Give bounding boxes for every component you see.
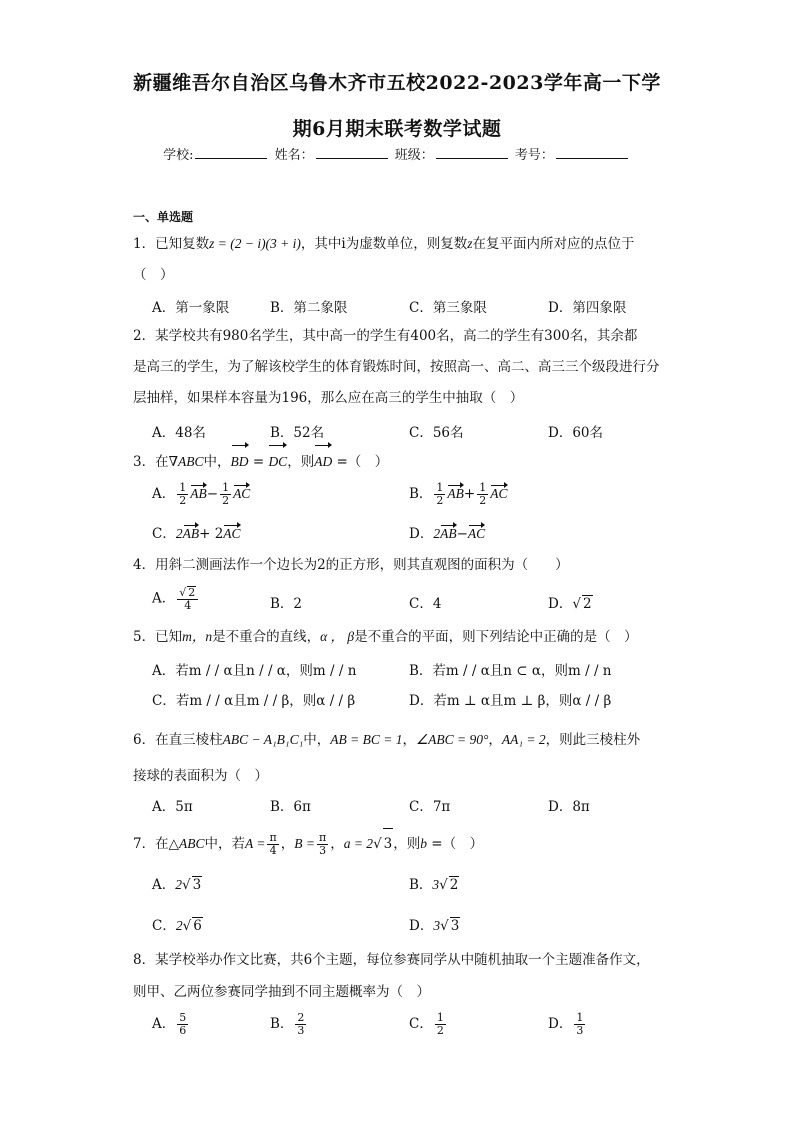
q7-text-b: 中，若 — [204, 836, 245, 852]
sqrt-radicand: 2 — [449, 877, 459, 893]
q3-option-b-vec1: AB — [447, 486, 464, 501]
section-title: 一、单选题 — [133, 210, 194, 224]
q3-vector-bd: BD — [231, 446, 249, 477]
q2-option-a[interactable]: A．48名 — [152, 425, 206, 441]
q4-option-b[interactable]: B．2 — [270, 596, 303, 612]
q8-number: 8． — [133, 952, 156, 968]
question-1 — [133, 228, 673, 291]
q7-text-d: =（ ） — [427, 836, 484, 852]
q3-equals: = — [248, 454, 269, 470]
sqrt-radicand: 6 — [193, 918, 202, 934]
frac-den: 3 — [576, 1024, 584, 1037]
q1-var: z — [467, 236, 473, 251]
q3-number: 3． — [133, 454, 156, 470]
question-4 — [133, 550, 673, 581]
q2-line-1: 某学校共有980名学生，其中高一的学生有400名，高二的学生有300名，其余都 — [155, 328, 638, 344]
q6-cond-3: AA₁ = 2 — [501, 732, 546, 747]
frac-num: 1 — [222, 481, 230, 494]
q8-option-c-label: C． — [409, 1016, 433, 1032]
q3-option-a-vec2: AC — [233, 486, 251, 501]
frac-den: 2 — [179, 494, 187, 507]
q6-options — [152, 795, 672, 819]
q3-text-b: 中， — [203, 454, 231, 470]
sqrt-radicand: 3 — [192, 877, 202, 893]
q3-option-c-coef: 2 — [175, 526, 183, 541]
q6-cond-2: ∠ABC = 90° — [416, 732, 489, 747]
school-label: 学校: — [163, 148, 194, 163]
q4-option-d-label: D． — [548, 596, 573, 612]
student-info-row — [0, 144, 794, 163]
q2-option-c[interactable]: C．56名 — [409, 425, 464, 441]
q8-option-a-frac — [177, 1012, 188, 1037]
q5-options-row-1 — [152, 659, 672, 683]
sqrt-radicand: 2 — [188, 586, 196, 599]
q2-number: 2． — [133, 328, 156, 344]
school-blank[interactable] — [195, 146, 267, 159]
q3-option-d-vec1: AB — [440, 526, 457, 541]
q2-line-3: 层抽样，如果样本容量为196，那么应在高三的学生中抽取（ ） — [133, 390, 524, 406]
q7-option-d[interactable]: D．3√ 3 — [409, 918, 460, 934]
q4-option-d[interactable]: D．√ 2 — [548, 596, 592, 612]
q7-option-d-label: D． — [409, 918, 434, 934]
q4-option-a-label: A． — [152, 590, 176, 607]
frac-num: 1 — [576, 1011, 584, 1024]
frac-den: 6 — [179, 1024, 187, 1037]
name-label: 姓名： — [274, 148, 314, 163]
question-5 — [133, 621, 673, 653]
frac-den: 2 — [479, 494, 487, 507]
q5-text-b: 是不重合的直线， — [212, 629, 321, 645]
q4-number: 4． — [133, 557, 156, 573]
q3-option-b[interactable] — [409, 482, 508, 507]
q5-option-c[interactable]: C．若m / / α且m / / β，则α / / β — [152, 693, 356, 709]
frac-num: 1 — [179, 481, 187, 494]
q7-option-b-label: B． — [409, 877, 433, 893]
frac-den: 2 — [222, 494, 230, 507]
q3-option-c-op: + 2 — [199, 526, 224, 542]
question-7: 7．在△ABC中，若A = $\frac{\pi}{4}$ ，B = $\frac{\pi}{3}$ ，a = 2√ 3，则b =（ ） — [133, 828, 673, 862]
class-label: 班级： — [394, 148, 434, 163]
q1-option-c[interactable]: C．第三象限 — [409, 300, 487, 316]
q3-option-a-frac1 — [177, 482, 188, 507]
q3-option-b-vec2: AC — [490, 486, 508, 501]
q3-option-c-vec1: AB — [182, 526, 200, 541]
q8-line-2: 则甲、乙两位参赛同学抽到不同主题概率为（ ） — [133, 984, 430, 1000]
q8-option-b[interactable] — [270, 1012, 308, 1037]
q7-number: 7． — [133, 836, 156, 852]
q3-option-c-vec2: AC — [223, 526, 241, 541]
q7-option-b[interactable]: B．3√ 2 — [409, 877, 459, 893]
q4-options — [152, 586, 672, 618]
q3-text-a: 在∇ — [155, 454, 179, 470]
q3-option-c[interactable] — [152, 522, 241, 542]
q4-option-c[interactable]: C．4 — [409, 596, 442, 612]
q2-options — [152, 421, 672, 445]
q8-options — [152, 1012, 672, 1044]
q4-option-a-frac — [177, 586, 198, 612]
exam-title-line-2: 期6月期末联考数学试题 — [292, 118, 502, 140]
q1-text-a: 已知复数 — [155, 236, 210, 252]
q2-option-b[interactable]: B．52名 — [270, 425, 325, 441]
q1-text-b: ，其中i为虚数单位，则复数 — [300, 236, 468, 252]
q7-option-a-label: A． — [152, 877, 176, 893]
q3-option-b-frac2 — [477, 482, 488, 507]
exam-number-label: 考号： — [514, 148, 554, 163]
q3-option-a[interactable] — [152, 482, 250, 507]
q1-option-d[interactable]: D．第四象限 — [548, 300, 627, 316]
q7-cond-c-radicand: 3 — [383, 828, 394, 860]
q7-frac-a — [267, 832, 278, 857]
frac-den: 2 — [436, 494, 444, 507]
question-6: 6．在直三棱柱ABC − A₁B₁C₁中，AB = BC = 1，∠ABC = 90°，AA₁ = 2，则此三棱柱外 接球的表面积为（ ） — [133, 722, 673, 794]
sqrt-radicand: 2 — [582, 596, 592, 612]
q8-option-b-frac — [295, 1012, 306, 1037]
q7-option-a[interactable]: A．2√ 3 — [152, 877, 202, 893]
q7-cond-b: B = — [294, 836, 315, 851]
q3-text-c: ，则 — [287, 454, 315, 470]
frac-num: 1 — [436, 1011, 444, 1024]
q3-triangle: ABC — [178, 454, 204, 469]
question-3 — [133, 446, 673, 478]
q7-option-d-coef: 3 — [433, 918, 441, 933]
q7-cond-c: a = 2 — [343, 836, 374, 851]
q3-option-b-label: B． — [409, 486, 433, 502]
q3-option-a-op: − — [206, 486, 219, 502]
q3-option-d[interactable] — [409, 522, 485, 542]
q7-option-a-coef: 2 — [175, 877, 182, 892]
q8-option-d[interactable] — [548, 1012, 587, 1037]
q7-text-c: ，则 — [393, 836, 421, 852]
q7-frac-b — [317, 832, 328, 857]
question-8 — [133, 944, 673, 1008]
frac-den: 2 — [436, 1024, 444, 1037]
q8-option-a-label: A． — [152, 1016, 176, 1032]
exam-title-line-1: 新疆维吾尔自治区乌鲁木齐市五校2022-2023学年高一下学 — [133, 72, 661, 94]
q8-option-b-label: B． — [270, 1016, 294, 1032]
q2-option-d[interactable]: D．60名 — [548, 425, 604, 441]
frac-num: 1 — [479, 481, 487, 494]
question-2 — [133, 321, 673, 414]
q3-option-b-op: + — [463, 486, 476, 502]
q8-option-d-label: D． — [548, 1016, 573, 1032]
q8-option-c[interactable] — [409, 1012, 448, 1037]
q3-option-d-label: D． — [409, 526, 434, 542]
q6-text-b: 中， — [303, 732, 331, 748]
frac-num: 1 — [436, 481, 444, 494]
q7-target: b — [420, 836, 428, 851]
q3-options-row-2 — [152, 522, 672, 546]
name-blank[interactable] — [316, 146, 388, 159]
frac-den: 3 — [297, 1024, 305, 1037]
q7-option-c[interactable]: C．2√ 6 — [152, 918, 202, 934]
q7-options-row-2 — [152, 914, 672, 938]
q6-option-b[interactable]: B．6π — [270, 799, 311, 815]
q5-number: 5． — [133, 629, 156, 645]
q7-option-b-coef: 3 — [432, 877, 440, 892]
q6-text-a: 在直三棱柱 — [155, 732, 223, 748]
frac-num: π — [269, 831, 277, 844]
q2-line-2: 是高三的学生，为了解该校学生的体育锻炼时间，按照高一、高二、高三三个级段进行分 — [133, 359, 660, 375]
q6-text-c: ，则此三棱柱外 — [545, 732, 641, 748]
frac-den: 3 — [319, 844, 327, 857]
q6-cond-1: AB = BC = 1 — [330, 732, 403, 747]
q1-options — [152, 296, 672, 320]
q3-option-d-vec2: AC — [467, 526, 486, 541]
q1-line-2: （ ） — [133, 267, 174, 283]
q4-text: 用斜二测画法作一个边长为2的正方形，则其直观图的面积为（ ） — [155, 557, 569, 573]
q1-option-a[interactable]: A．第一象限 — [152, 300, 230, 316]
q3-vector-ad: AD — [314, 446, 332, 477]
q1-formula: z = (2 − i)(3 + i) — [209, 236, 301, 251]
q3-text-d: =（ ） — [332, 454, 389, 470]
q5-option-d[interactable]: D．若m ⊥ α且m ⊥ β，则α / / β — [409, 693, 612, 709]
q7-cond-a: A = — [244, 836, 266, 851]
exam-number-blank[interactable] — [556, 146, 628, 159]
q5-option-a[interactable]: A．若m / / α且n / / α，则m / / n — [152, 663, 357, 679]
q3-option-d-coef: 2 — [433, 526, 441, 541]
q6-line-2: 接球的表面积为（ ） — [133, 768, 268, 784]
q5-text-c: 是不重合的平面，则下列结论中正确的是（ ） — [354, 629, 638, 645]
q5-option-b[interactable]: B．若m / / α且n ⊂ α，则m / / n — [409, 663, 612, 679]
q7-options-row-1 — [152, 873, 672, 897]
q6-option-c[interactable]: C．7π — [409, 799, 451, 815]
sqrt-radicand: 3 — [450, 918, 460, 934]
q8-option-d-frac — [574, 1012, 585, 1037]
frac-num: 2 — [297, 1011, 305, 1024]
q6-prism: ABC − A₁B₁C₁ — [222, 732, 304, 747]
q8-option-a[interactable] — [152, 1012, 190, 1037]
q1-text-c: 在复平面内所对应的点位于 — [472, 236, 635, 252]
q3-option-a-label: A． — [152, 486, 176, 502]
q5-vars: m，n — [182, 629, 213, 644]
q7-triangle: ABC — [178, 836, 205, 851]
q3-option-c-label: C． — [152, 526, 176, 542]
q1-option-b[interactable]: B．第二象限 — [270, 300, 348, 316]
q3-option-d-op: − — [456, 526, 468, 542]
q1-number: 1． — [133, 236, 156, 252]
frac-den: 4 — [184, 599, 192, 612]
q5-options-row-2 — [152, 689, 672, 713]
q6-number: 6． — [133, 732, 156, 748]
q8-line-1: 某学校举办作文比赛，共6个主题，每位参赛同学从中随机抽取一个主题准备作文， — [155, 952, 650, 968]
q5-planes: α ， β — [320, 629, 355, 644]
class-blank[interactable] — [436, 146, 508, 159]
frac-den: 4 — [269, 844, 277, 857]
frac-num: √ 2 — [177, 586, 198, 600]
q7-option-c-coef: 2 — [175, 918, 183, 933]
q3-option-b-frac1 — [434, 482, 445, 507]
q6-option-a[interactable]: A．5π — [152, 799, 193, 815]
frac-num: 5 — [179, 1011, 187, 1024]
q7-option-c-label: C． — [152, 918, 176, 934]
q3-option-a-frac2 — [220, 482, 231, 507]
q4-option-a[interactable] — [152, 586, 200, 612]
q3-vector-dc: DC — [268, 446, 287, 477]
frac-num: π — [318, 831, 327, 844]
q7-text-a: 在△ — [155, 836, 179, 852]
q6-option-d[interactable]: D．8π — [548, 799, 590, 815]
q3-option-a-vec1: AB — [190, 486, 207, 501]
q8-option-c-frac — [435, 1012, 446, 1037]
q3-options-row-1 — [152, 482, 672, 512]
q5-text-a: 已知 — [155, 629, 183, 645]
